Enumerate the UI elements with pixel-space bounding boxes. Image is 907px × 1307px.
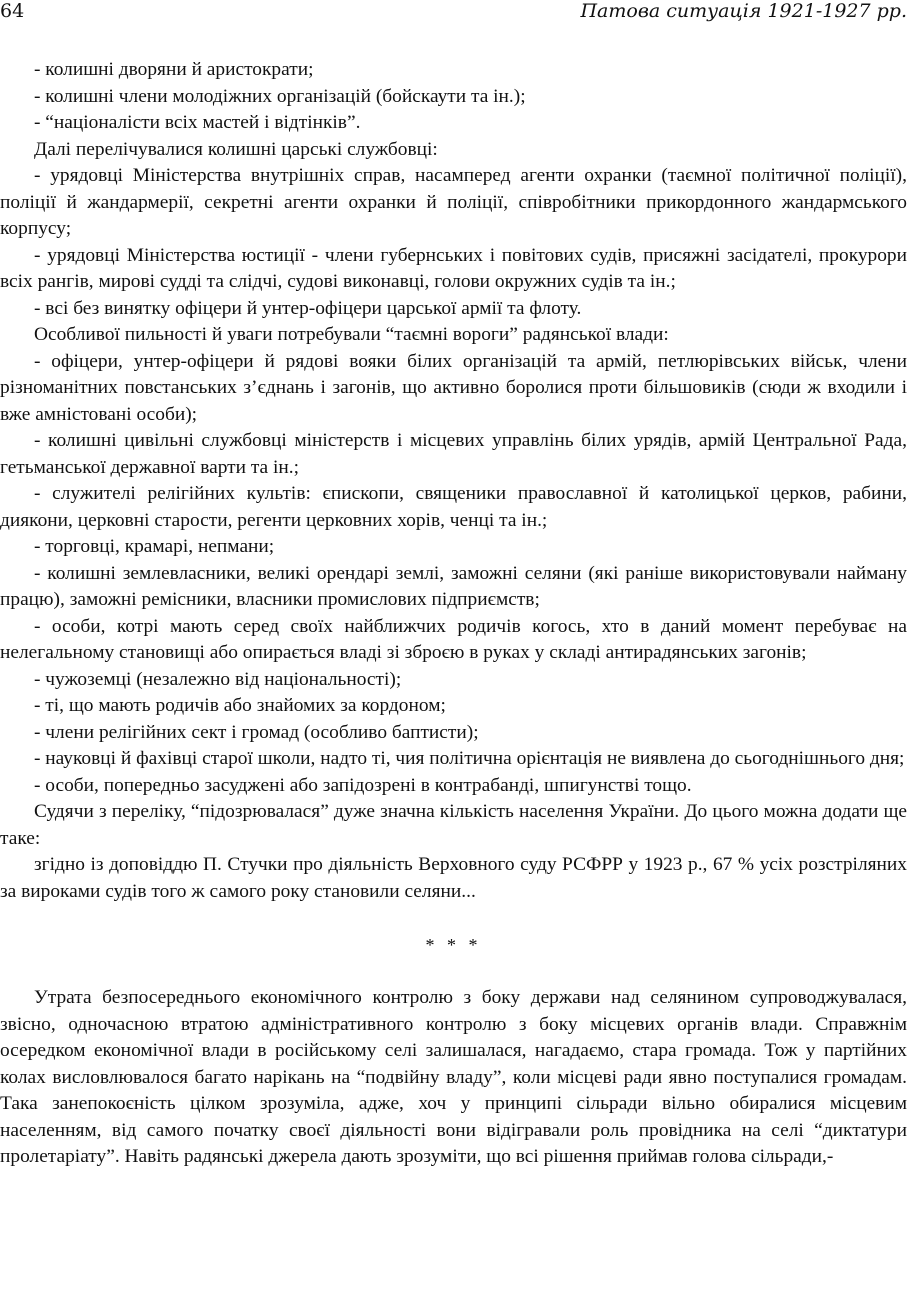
section-separator: * * * xyxy=(425,935,482,955)
list-item: - ті, що мають родичів або знайомих за кордоном; xyxy=(34,695,446,716)
list-item: - колишні цивільні службовці міністерств і місцевих управлінь білих урядів, армій Центральної Рада, гетьманської державної варти та ін.; xyxy=(0,430,907,478)
list-item: - члени релігійних сект і громад (особливо баптисти); xyxy=(34,721,479,743)
list-item: - колишні дворяни й аристократи; xyxy=(34,59,314,80)
summary-paragraph: Судячи з переліку, “підозрювалася” дуже значна кількість населення України. До цього можна додати ще таке: xyxy=(0,801,907,849)
page-body xyxy=(0,57,907,1171)
list-item: - служителі релігійних культів: єпископи, священики православної й католицької церков, рабини, диякони, церковні старости, регенти церковних хорів, ченці та ін.; xyxy=(0,483,907,531)
list-item: - особи, попередньо засуджені або запідозрені в контрабанді, шпигунстві тощо. xyxy=(34,774,692,796)
list-item: - чужоземці (незалежно від національності); xyxy=(34,668,402,690)
list-item: - колишні землевласники, великі орендарі землі, заможні селяни (які раніше використовували найману працю), заможні ремісники, власники промислових підприємств; xyxy=(0,562,907,610)
intro-paragraph: Далі перелічувалися колишні царські службовці: xyxy=(34,138,438,160)
list-item: - офіцери, унтер-офіцери й рядові вояки білих організацій та армій, петлюрівських військ, члени різноманітних повстанських з’єднань і загонів, що активно боролися проти більшовиків (сюди ж входили і вже амністовані особи); xyxy=(0,350,907,425)
list-item: - урядовці Міністерства юстиції - члени губернських і повітових судів, присяжні засідателі, прокурори всіх рангів, мирові судді та слідчі, судові виконавці, голови окружних судів та ін.; xyxy=(0,244,907,292)
closing-paragraph: Утрата безпосереднього економічного контролю з боку держави над селянином супроводжувалася, звісно, одночасною втратою адміністративного контролю з боку місцевих органів влади. Справжнім осередком економічної влади в російському селі залишалася, нагадаємо, стара громада. Тож у партійних колах висловлювалося багато нарікань на “подвійну владу”, коли місцеві ради явно поступалися громадам. Така занепокоєність цілком зрозуміла, адже, хоч у принципі сільради вільно обиралися місцевим населенням, від самого початку своєї діяльності вони відігравали роль провідника на селі “диктатури пролетаріату”. Навіть радянські джерела дають зрозуміти, що всі рішення приймав голова сільради,- xyxy=(0,987,907,1167)
list-item: - всі без винятку офіцери й унтер-офіцери царської армії та флоту. xyxy=(34,297,582,319)
list-item: - урядовці Міністерства внутрішніх справ, насамперед агенти охранки (таємної політичної поліції), поліції й жандармерії, секретні агенти охранки й поліції, співробітники прикордонного жандармського корпусу; xyxy=(0,165,907,239)
page-number: 64 xyxy=(0,0,25,22)
list-item: - науковці й фахівці старої школи, надто ті, чия політична орієнтація не виявлена до сьогоднішнього дня; xyxy=(34,748,905,769)
running-header xyxy=(0,0,907,24)
list-item: - колишні члени молодіжних організацій (бойскаути та ін.); xyxy=(34,85,526,107)
list-item: - торговці, крамарі, непмани; xyxy=(34,536,275,557)
intro-paragraph: Особливої пильності й уваги потребували “таємні вороги” радянської влади: xyxy=(34,324,669,345)
list-item: - особи, котрі мають серед своїх найближчих родичів когось, хто в даний момент перебуває на нелегальному становищі або опирається владі зі зброєю в руках у складі антирадянських загонів; xyxy=(0,615,907,663)
running-title: Патова ситуація 1921-1927 рр. xyxy=(580,0,907,22)
list-item: - “націоналісти всіх мастей і відтінків”. xyxy=(34,112,361,133)
summary-paragraph: згідно із доповіддю П. Стучки про діяльність Верховного суду РСФРР у 1923 р., 67 % усіх розстріляних за вироками судів того ж самого року становили селяни... xyxy=(0,854,907,902)
